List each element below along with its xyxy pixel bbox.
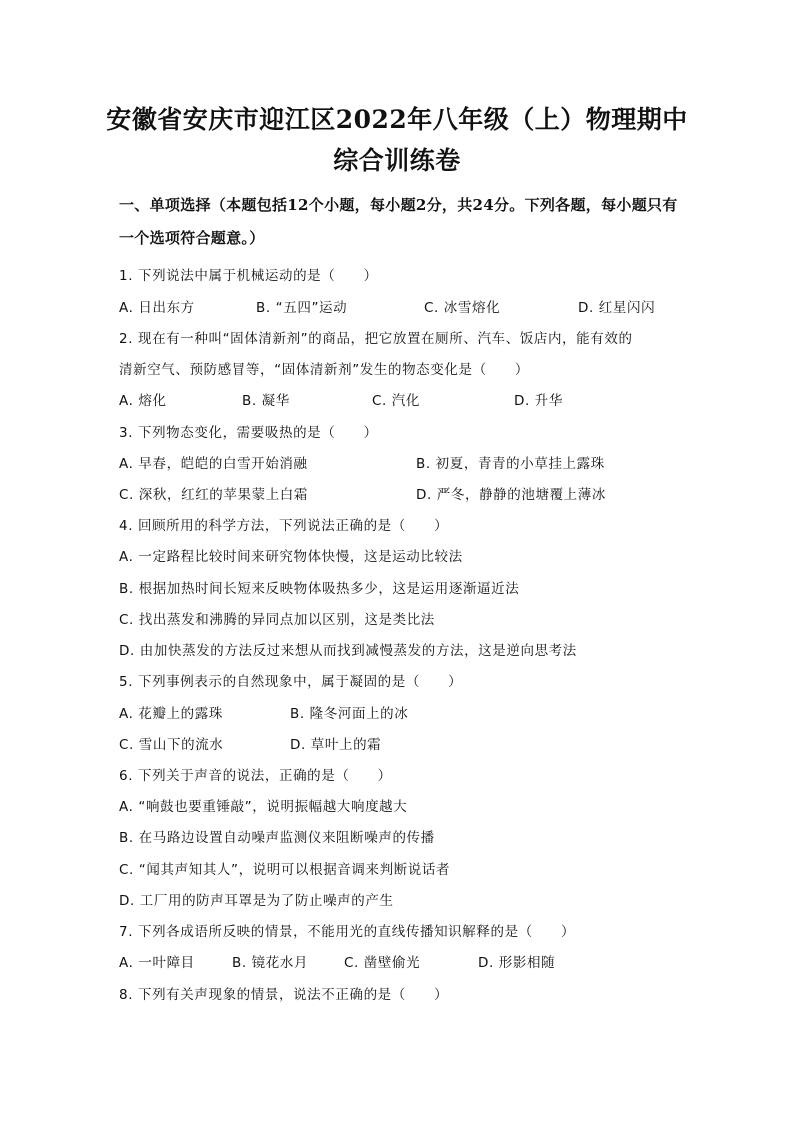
question-1-stem: 1. 下列说法中属于机械运动的是（ ） [119,268,378,284]
question-7-option-d: D. 形影相随 [478,955,556,971]
question-7-stem: 7. 下列各成语所反映的情景，不能用光的直线传播知识解释的是（ ） [119,924,576,940]
question-1-option-a: A. 日出东方 [119,300,195,316]
question-8-stem: 8. 下列有关声现象的情景，说法不正确的是（ ） [119,987,449,1003]
question-2-option-a: A. 熔化 [119,393,167,409]
question-1-option-c: C. 冰雪熔化 [424,300,501,316]
question-7-option-a: A. 一叶障目 [119,955,195,971]
question-6-option-c: C. “闻其声知其人”，说明可以根据音调来判断说话者 [119,862,451,878]
question-5-option-d: D. 草叶上的霜 [290,737,382,753]
question-6-stem: 6. 下列关于声音的说法，正确的是（ ） [119,768,392,784]
question-7-option-c: C. 凿壁偷光 [344,955,421,971]
question-6-option-b: B. 在马路边设置自动噪声监测仪来阻断噪声的传播 [119,830,435,846]
question-2-option-d: D. 升华 [514,393,563,409]
question-2-option-b: B. 凝华 [242,393,290,409]
question-4-option-c: C. 找出蒸发和沸腾的异同点加以区别，这是类比法 [119,612,435,628]
question-3-option-b: B. 初夏，青青的小草挂上露珠 [416,456,605,472]
question-2-option-c: C. 汽化 [372,393,421,409]
question-3-option-a: A. 早春，皑皑的白雪开始消融 [119,456,308,472]
question-4-option-b: B. 根据加热时间长短来反映物体吸热多少，这是运用逐渐逼近法 [119,581,520,597]
question-3-stem: 3. 下列物态变化，需要吸热的是（ ） [119,425,378,441]
section-heading: 一、单项选择（本题包括12个小题，每小题2分，共24分。下列各题，每小题只有一个选项符合题意。） [119,196,678,247]
question-4-option-d: D. 由加快蒸发的方法反过来想从而找到减慢蒸发的方法，这是逆向思考法 [119,643,577,659]
question-5-stem: 5. 下列事例表示的自然现象中，属于凝固的是（ ） [119,674,463,690]
question-5-option-a: A. 花瓣上的露珠 [119,706,223,722]
exam-title-line-2: 综合训练卷 [333,146,461,175]
question-3-option-c: C. 深秋，红红的苹果蒙上白霜 [119,487,309,503]
exam-title-line-1: 安徽省安庆市迎江区2022年八年级（上）物理期中 [106,105,688,134]
question-5-option-b: B. 隆冬河面上的冰 [290,706,409,722]
question-1-option-d: D. 红星闪闪 [578,300,656,316]
question-6-option-a: A. “响鼓也要重锤敲”，说明振幅越大响度越大 [119,799,408,815]
question-5-option-c: C. 雪山下的流水 [119,737,224,753]
question-7-option-b: B. 镜花水月 [232,955,309,971]
question-1-option-b: B. “五四”运动 [256,300,348,316]
question-2-stem-line-1: 2. 现在有一种叫“固体清新剂”的商品，把它放置在厕所、汽车、饭店内，能有效的 [119,331,633,347]
question-3-option-d: D. 严冬，静静的池塘覆上薄冰 [416,487,606,503]
question-6-option-d: D. 工厂用的防声耳罩是为了防止噪声的产生 [119,893,394,909]
question-4-option-a: A. 一定路程比较时间来研究物体快慢，这是运动比较法 [119,549,463,565]
question-4-stem: 4. 回顾所用的科学方法，下列说法正确的是（ ） [119,518,449,534]
question-2-stem-line-2: 清新空气、预防感冒等，“固体清新剂”发生的物态变化是（ ） [119,362,529,378]
